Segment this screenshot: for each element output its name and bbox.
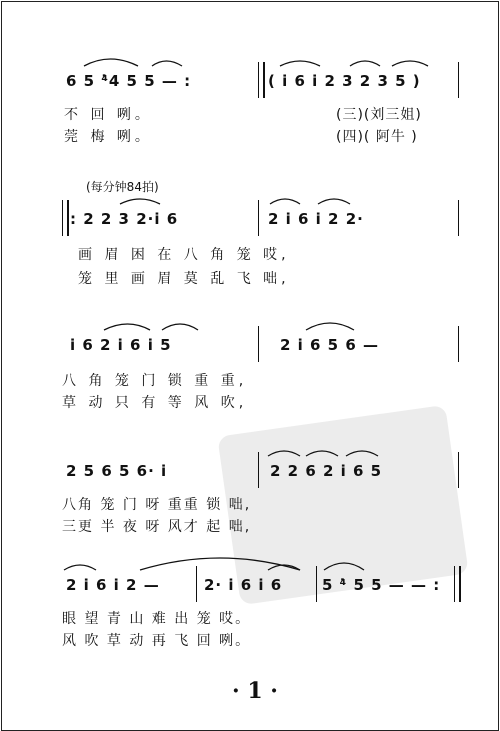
system1-lyric2: 莞 梅 咧。 <box>64 129 153 145</box>
tempo-marking: (每分钟84拍) <box>86 180 159 194</box>
system3-notes-b: 2 i 6 5 6 — <box>280 336 380 354</box>
system4-notes-b: 2 2 6 2 i 6 5 <box>270 462 383 480</box>
system1-lyric1: 不 回 咧。 <box>64 107 153 123</box>
system5-lyric1: 眼 望 青 山 难 出 笼 哎。 <box>62 611 252 627</box>
system2-notes-a: : 2 2 3 2·i 6 <box>70 210 179 228</box>
system1-notes-b: ( i 6 i 2 3 2 3 5 ) <box>268 72 421 90</box>
system3-notes-a: i 6 2 i 6 i 5 <box>70 336 172 354</box>
system1-notes-a: 6 5 ⁴̇4 5 5 — : <box>66 72 192 90</box>
system5-notes-b: 2· i 6 i 6 <box>204 576 283 594</box>
system2-lyric2: 笼 里 画 眉 莫 乱 飞 咄, <box>78 271 290 287</box>
system3-lyric2: 草 动 只 有 等 风 吹, <box>62 395 248 411</box>
verse-label-4: (四)( 阿牛 ) <box>336 129 418 145</box>
system5-lyric2: 风 吹 草 动 再 飞 回 咧。 <box>62 633 252 649</box>
system2-lyric1: 画 眉 困 在 八 角 笼 哎, <box>78 247 290 263</box>
page-number: · 1 · <box>232 678 278 704</box>
system2-notes-b: 2 i 6 i 2 2· <box>268 210 364 228</box>
system4-lyric2: 三更 半 夜 呀 风才 起 咄, <box>62 519 252 535</box>
system4-lyric1: 八角 笼 门 呀 重重 锁 咄, <box>62 497 252 513</box>
verse-label-3: (三)(刘三姐) <box>336 107 422 123</box>
system5-notes-a: 2 i 6 i 2 — <box>66 576 160 594</box>
system5-notes-c: 5 ⁴̇ 5 5 — — : <box>322 576 441 594</box>
system3-lyric1: 八 角 笼 门 锁 重 重, <box>62 373 248 389</box>
system4-notes-a: 2 5 6 5 6· i <box>66 462 168 480</box>
